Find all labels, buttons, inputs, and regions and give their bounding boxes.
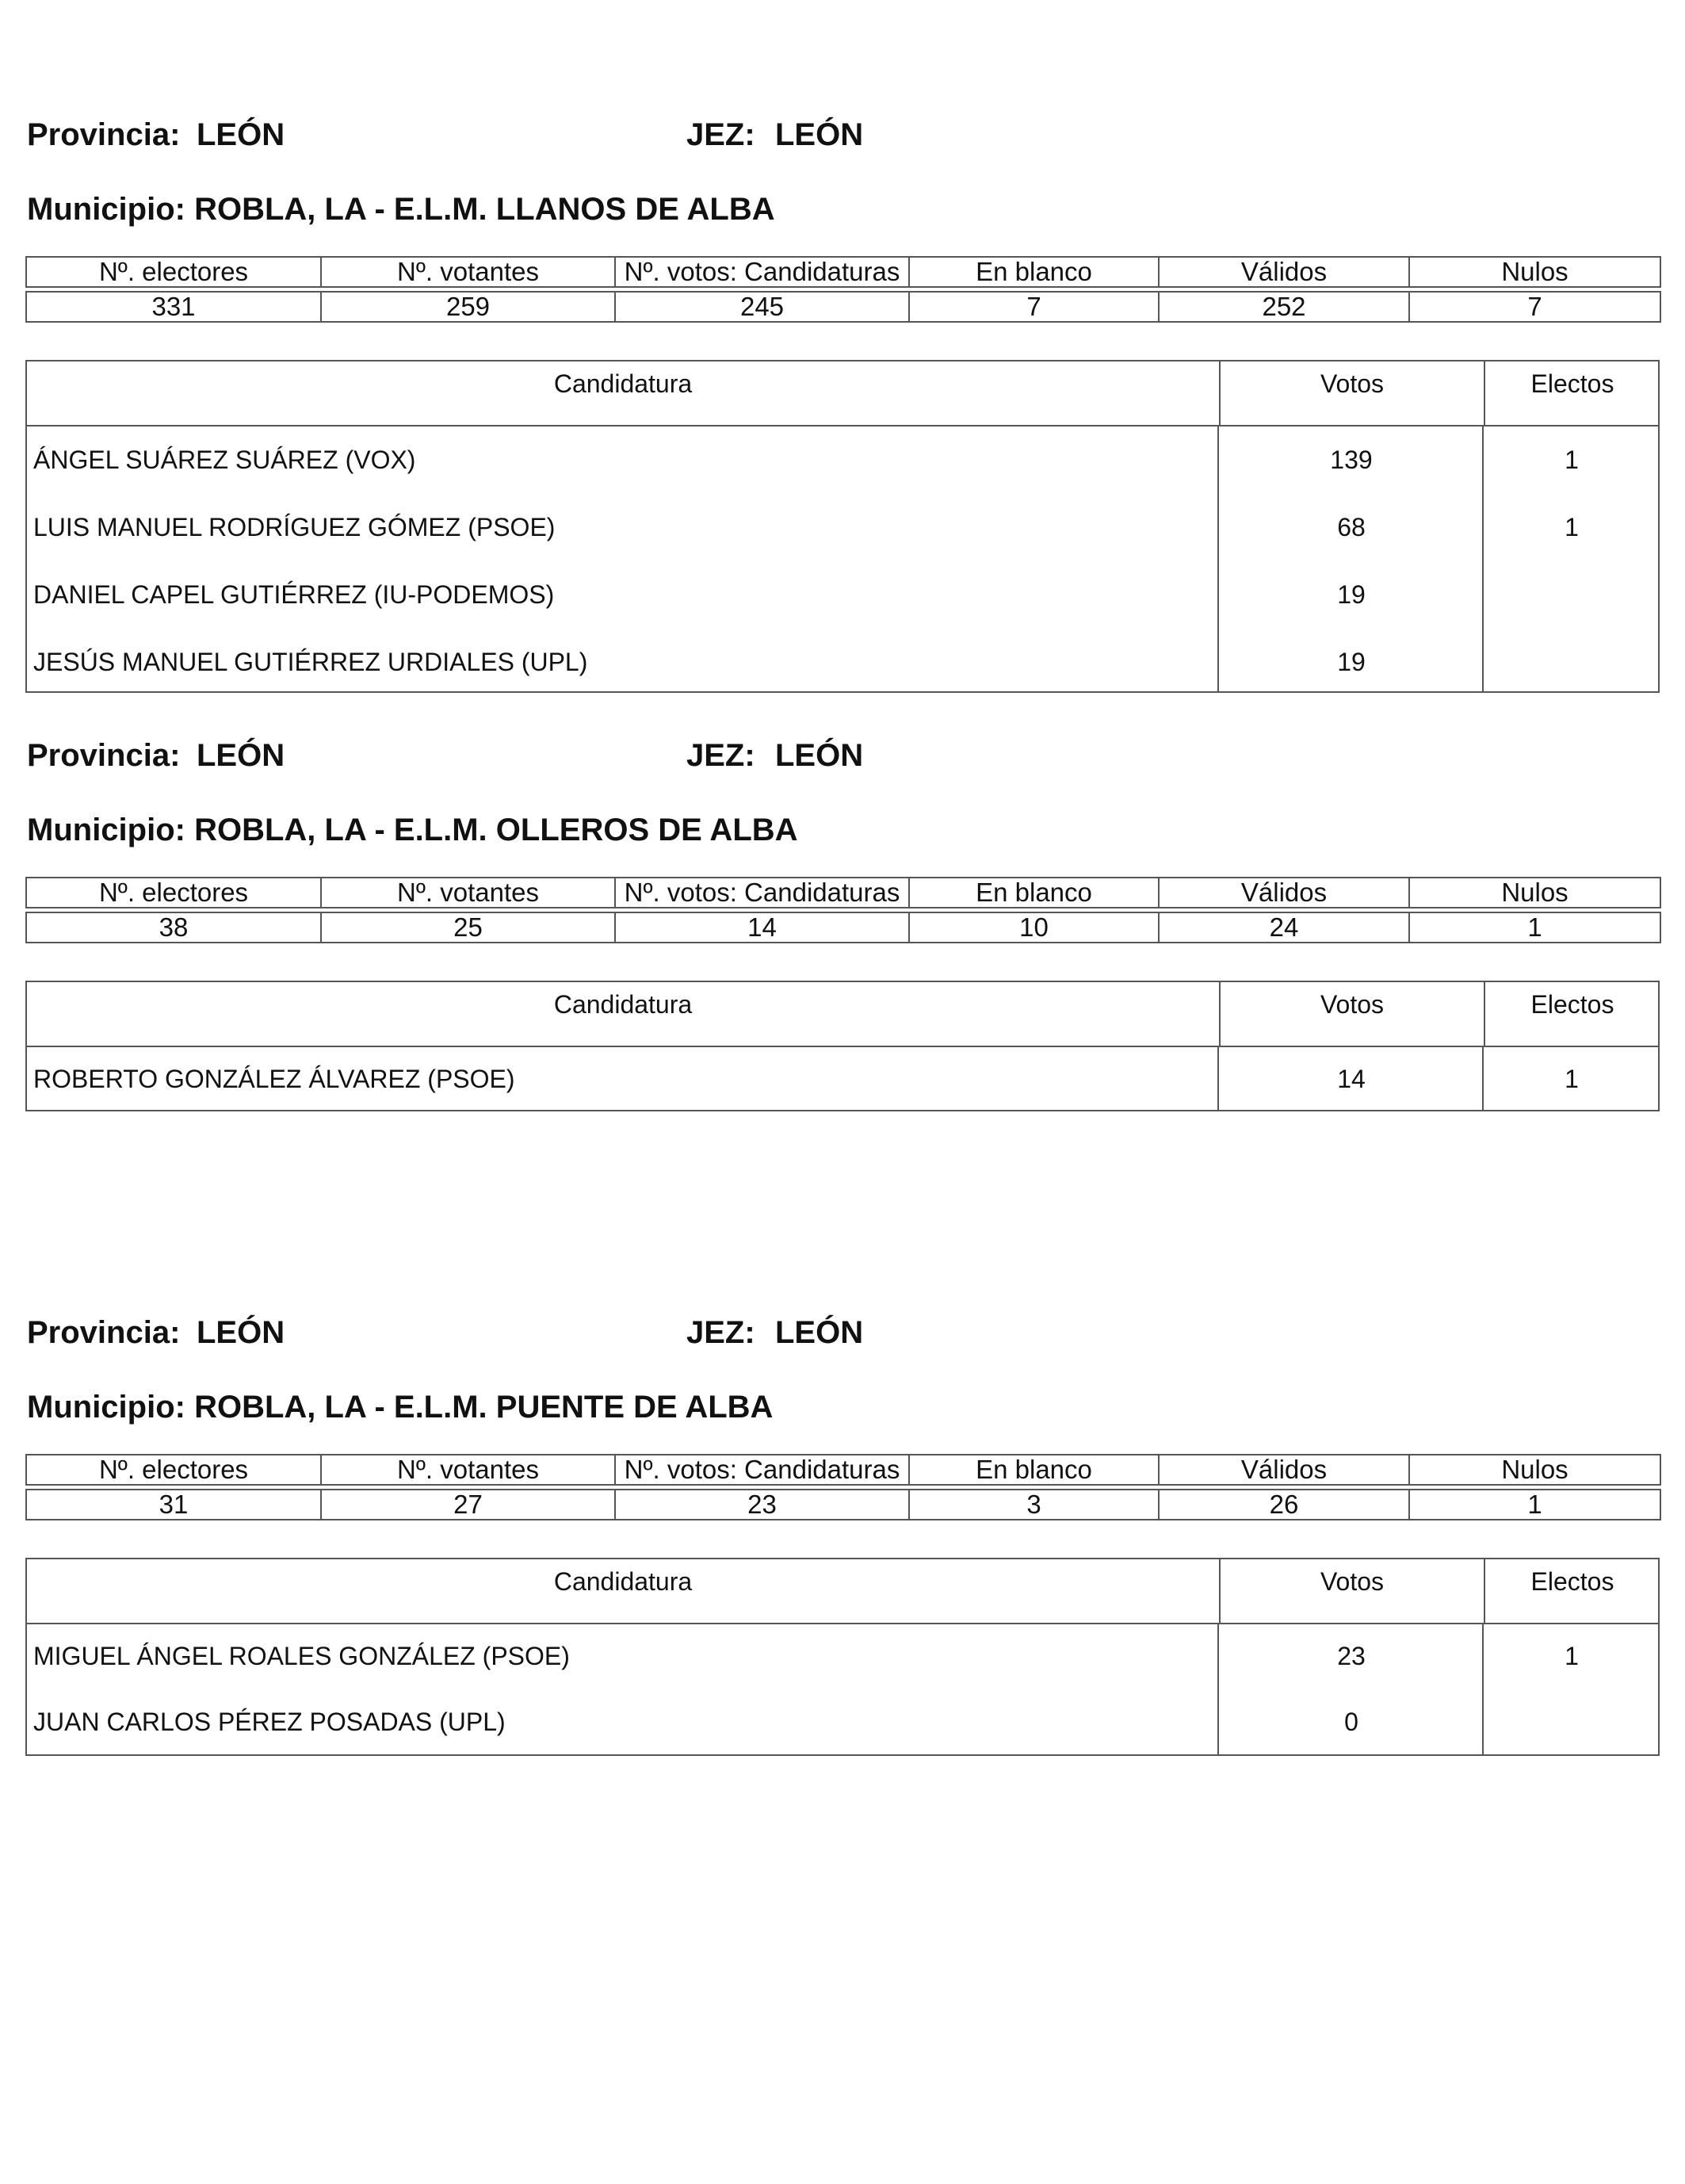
stats-header-votantes: Nº. votantes — [321, 257, 615, 287]
stats-table — [25, 877, 1661, 943]
stats-value-nulos: 1 — [1409, 1490, 1660, 1520]
jez-label: JEZ: — [686, 738, 755, 773]
stats-value-row — [26, 1490, 1660, 1520]
stats-header-nulos: Nulos — [1409, 878, 1660, 908]
provincia-label: Provincia: — [27, 1315, 181, 1350]
candidate-votes: 139 — [1330, 446, 1373, 474]
stats-value-nulos: 1 — [1409, 912, 1660, 943]
stats-value-validos: 26 — [1159, 1490, 1409, 1520]
stats-header-votos-candidaturas: Nº. votos: Candidaturas — [615, 257, 909, 287]
municipio-title: Municipio: ROBLA, LA - E.L.M. LLANOS DE ALBA — [27, 192, 775, 227]
municipio-title: Municipio: ROBLA, LA - E.L.M. PUENTE DE ALBA — [27, 1390, 774, 1425]
candidate-name: ÁNGEL SUÁREZ SUÁREZ (VOX) — [33, 446, 416, 474]
stats-value-electores: 31 — [26, 1490, 321, 1520]
stats-header-row — [26, 257, 1660, 287]
stats-value-nulos: 7 — [1409, 292, 1660, 322]
candidate-votes: 68 — [1337, 513, 1366, 541]
candidate-name: ROBERTO GONZÁLEZ ÁLVAREZ (PSOE) — [33, 1065, 515, 1093]
stats-value-votantes: 25 — [321, 912, 615, 943]
candidate-votes: 19 — [1337, 648, 1366, 676]
stats-header-nulos: Nulos — [1409, 257, 1660, 287]
candidate-electos: 1 — [1565, 513, 1579, 541]
stats-header-electores: Nº. electores — [26, 1455, 321, 1485]
candidate-votes: 23 — [1337, 1642, 1366, 1670]
provincia-label: Provincia: — [27, 117, 181, 152]
stats-header-row — [26, 878, 1660, 908]
provincia-value: LEÓN — [197, 1315, 285, 1350]
stats-header-votantes: Nº. votantes — [321, 878, 615, 908]
header-electos: Electos — [1484, 982, 1660, 1046]
stats-header-nulos: Nulos — [1409, 1455, 1660, 1485]
stats-value-votos-candidaturas: 245 — [615, 292, 909, 322]
jez-label: JEZ: — [686, 117, 755, 152]
candidates-header — [27, 1559, 1658, 1624]
stats-header-en-blanco: En blanco — [909, 257, 1159, 287]
stats-value-validos: 24 — [1159, 912, 1409, 943]
candidate-votes: 14 — [1337, 1065, 1366, 1093]
header-candidatura: Candidatura — [553, 990, 693, 1019]
stats-header-validos: Válidos — [1159, 257, 1409, 287]
candidate-name: JESÚS MANUEL GUTIÉRREZ URDIALES (UPL) — [33, 648, 588, 676]
stats-value-votantes: 259 — [321, 292, 615, 322]
stats-value-votos-candidaturas: 23 — [615, 1490, 909, 1520]
candidate-row — [27, 426, 1658, 494]
stats-table — [25, 256, 1661, 323]
stats-header-en-blanco: En blanco — [909, 878, 1159, 908]
stats-header-votantes: Nº. votantes — [321, 1455, 615, 1485]
stats-header-electores: Nº. electores — [26, 878, 321, 908]
stats-value-en-blanco: 7 — [909, 292, 1159, 322]
candidate-name: DANIEL CAPEL GUTIÉRREZ (IU-PODEMOS) — [33, 580, 555, 609]
jez-value: LEÓN — [775, 1315, 864, 1350]
candidates-table — [25, 1558, 1660, 1756]
candidate-row — [27, 494, 1658, 561]
stats-value-votos-candidaturas: 14 — [615, 912, 909, 943]
header-candidatura: Candidatura — [553, 369, 693, 398]
candidate-electos: 1 — [1565, 1065, 1579, 1093]
candidate-name: JUAN CARLOS PÉREZ POSADAS (UPL) — [33, 1708, 506, 1736]
candidates-table — [25, 360, 1660, 693]
candidate-electos: 1 — [1565, 446, 1579, 474]
header-votos: Votos — [1219, 361, 1484, 425]
stats-table — [25, 1454, 1661, 1520]
candidates-header — [27, 361, 1658, 426]
provincia-value: LEÓN — [197, 738, 285, 773]
stats-value-row — [26, 292, 1660, 322]
header-votos: Votos — [1219, 982, 1484, 1046]
header-electos: Electos — [1484, 1559, 1660, 1623]
candidate-name: LUIS MANUEL RODRÍGUEZ GÓMEZ (PSOE) — [33, 513, 556, 541]
stats-header-electores: Nº. electores — [26, 257, 321, 287]
jez-value: LEÓN — [775, 738, 864, 773]
stats-header-votos-candidaturas: Nº. votos: Candidaturas — [615, 1455, 909, 1485]
stats-value-validos: 252 — [1159, 292, 1409, 322]
stats-value-row — [26, 912, 1660, 943]
stats-value-electores: 38 — [26, 912, 321, 943]
header-votos: Votos — [1219, 1559, 1484, 1623]
stats-header-en-blanco: En blanco — [909, 1455, 1159, 1485]
candidate-row — [27, 1624, 1658, 1690]
candidate-row — [27, 629, 1658, 696]
candidates-table — [25, 981, 1660, 1111]
municipio-title: Municipio: ROBLA, LA - E.L.M. OLLEROS DE ALBA — [27, 813, 798, 847]
stats-value-electores: 331 — [26, 292, 321, 322]
stats-value-en-blanco: 3 — [909, 1490, 1159, 1520]
stats-header-row — [26, 1455, 1660, 1485]
stats-value-en-blanco: 10 — [909, 912, 1159, 943]
candidate-votes: 19 — [1337, 580, 1366, 609]
header-candidatura: Candidatura — [553, 1567, 693, 1596]
stats-header-validos: Válidos — [1159, 1455, 1409, 1485]
candidate-row — [27, 1047, 1658, 1111]
provincia-label: Provincia: — [27, 738, 181, 773]
header-electos: Electos — [1484, 361, 1660, 425]
candidates-header — [27, 982, 1658, 1047]
stats-header-votos-candidaturas: Nº. votos: Candidaturas — [615, 878, 909, 908]
candidate-row — [27, 1690, 1658, 1756]
candidate-row — [27, 561, 1658, 629]
jez-value: LEÓN — [775, 117, 864, 152]
provincia-value: LEÓN — [197, 117, 285, 152]
stats-value-votantes: 27 — [321, 1490, 615, 1520]
jez-label: JEZ: — [686, 1315, 755, 1350]
stats-header-validos: Válidos — [1159, 878, 1409, 908]
candidate-electos: 1 — [1565, 1642, 1579, 1670]
candidate-name: MIGUEL ÁNGEL ROALES GONZÁLEZ (PSOE) — [33, 1642, 570, 1670]
candidate-votes: 0 — [1344, 1708, 1358, 1736]
